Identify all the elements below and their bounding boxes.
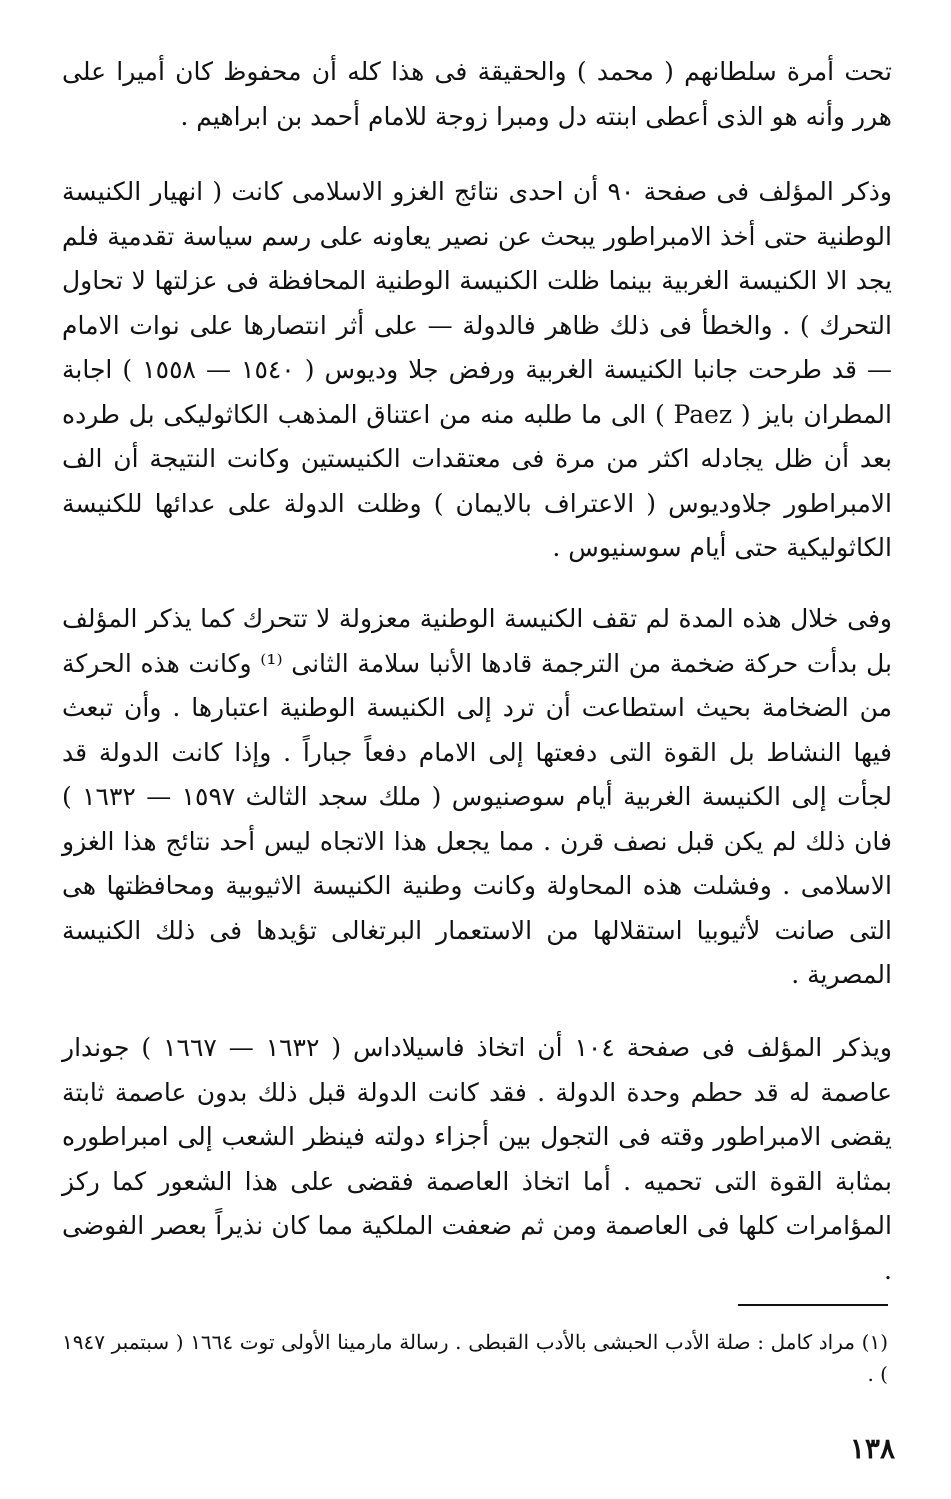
footnote: (١) مراد كامل : صلة الأدب الحبشى بالأدب القبطى . رسالة مارمينا الأولى توت ١٦٦٤ ( سبتمبر ١٩٤٧ ) . (62, 1330, 888, 1386)
footnote-separator (738, 1304, 888, 1306)
page-number: ١٣٨ (849, 1432, 895, 1465)
paragraph-4: ويذكر المؤلف فى صفحة ١٠٤ أن اتخاذ فاسيلاداس ( ١٦٣٢ — ١٦٦٧ ) جوندار عاصمة له قد حطم وحدة الدولة . فقد كانت الدولة قبل ذلك بدون عاصمة ثابتة يقضى الامبراطور وقته فى التجول بين أجزاء دولته فينظر الشعب إلى امبراطوره بمثابة القوة التى تحميه . أما اتخاذ العاصمة فقضى على هذا الشعور كما ركز المؤامرات كلها فى العاصمة ومن ثم ضعفت الملكية مما كان نذيراً بعصر الفوضى . (62, 1033, 892, 1285)
paragraph-2: وذكر المؤلف فى صفحة ٩٠ أن احدى نتائج الغزو الاسلامى كانت ( انهيار الكنيسة الوطنية حتى أخذ الامبراطور يبحث عن نصير يعاونه على رسم سياسة تقدمية فلم يجد الا الكنيسة الغربية بينما ظلت الكنيسة الوطنية المحافظة فى عزلتها لا تحاول التحرك ) . والخطأ فى ذلك ظاهر فالدولة — على أثر انتصارها على نوات الامام — قد طرحت جانبا الكنيسة الغربية ورفض جلا وديوس ( ١٥٤٠ — ١٥٥٨ ) اجابة المطران بايز ( Paez ) الى ما طلبه منه من اعتناق المذهب الكاثوليكى بل طرده بعد أن ظل يجادله اكثر من مرة فى معتقدات الكنيستين وكانت النتيجة أن الف الامبراطور جلاوديوس ( الاعتراف بالايمان ) وظلت الدولة على عدائها للكنيسة الكاثوليكية حتى أيام سوسنيوس . (62, 177, 892, 562)
paragraph-1: تحت أمرة سلطانهم ( محمد ) والحقيقة فى هذا كله أن محفوظ كان أميرا على هرر وأنه هو الذى أعطى ابنته دل ومبرا زوجة للامام أحمد بن ابراهيم . (62, 57, 892, 131)
paragraph-3: وفى خلال هذه المدة لم تقف الكنيسة الوطنية معزولة لا تتحرك كما يذكر المؤلف بل بدأت حركة ضخمة من الترجمة قادها الأنبا سلامة الثانى ⁽¹⁾ وكانت هذه الحركة من الضخامة بحيث استطاعت أن ترد إلى الكنيسة الوطنية اعتبارها . وأن تبعث فيها النشاط بل القوة التى دفعتها إلى الامام دفعاً جباراً . وإذا كانت الدولة قد لجأت إلى الكنيسة الغربية أيام سوصنيوس ( ملك سجد الثالث ١٥٩٧ — ١٦٣٢ ) فان ذلك لم يكن قبل نصف قرن . مما يجعل هذا الاتجاه ليس أحد نتائج هذا الغزو الاسلامى . وفشلت هذه المحاولة وكانت وطنية الكنيسة الاثيوبية ومحافظتها هى التى صانت لأثيوبيا استقلالها من الاستعمار البرتغالى تؤيدها فى ذلك الكنيسة المصرية . (62, 604, 892, 989)
